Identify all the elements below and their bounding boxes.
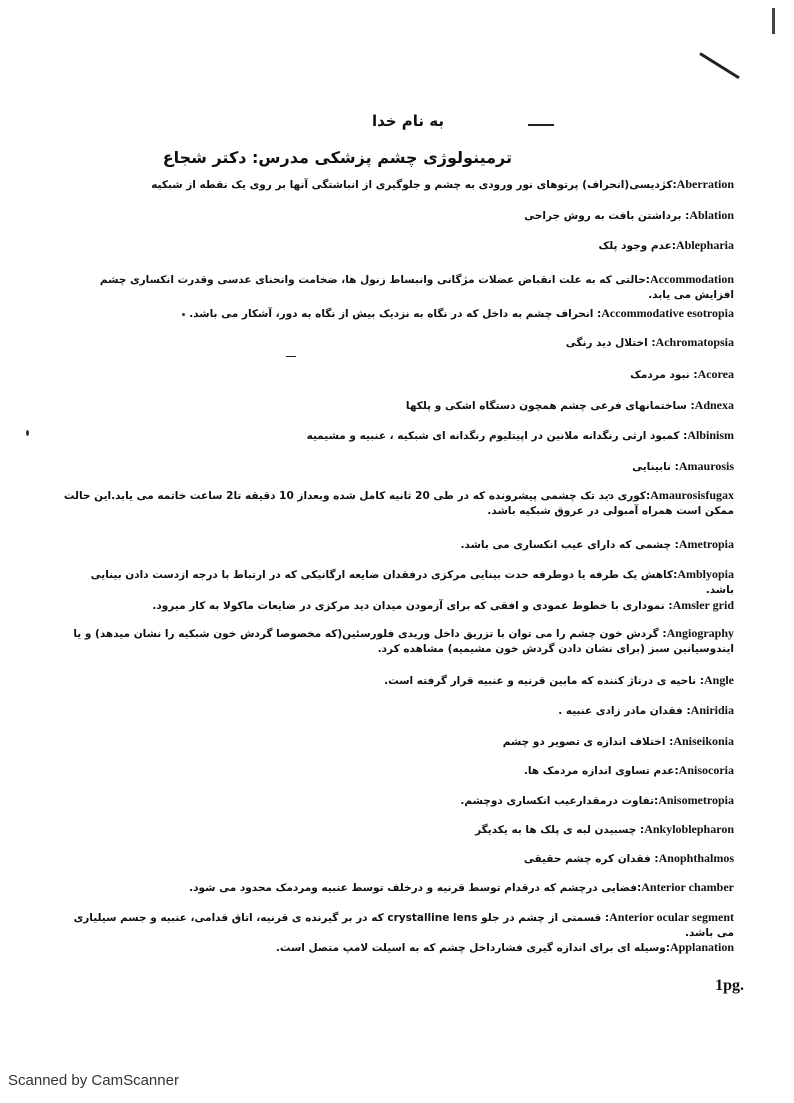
glossary-entry: Applanation:وسیله ای برای اندازه گیری فشارداخل چشم که به اسیلت لامپ متصل است. xyxy=(275,940,734,954)
glossary-entry: Anterior ocular segment: قسمتی از چشم در جلو crystalline lens که در بر گیرنده ی قرنیه، اتاق قدامی، عنبیه و جسم سیلیاری می باشد. xyxy=(73,910,734,939)
entry-definition: کاهش یک طرفه یا دوطرفه حدت بینایی مرکزی درفقدان ضایعه ارگانیکی که در ارتباط با درجه ازدست دادن بینایی باشد. xyxy=(90,569,734,596)
entry-definition: ساختمانهای فرعی چشم همچون دستگاه اشکی و پلکها xyxy=(405,400,687,412)
glossary-entry: Accommodative esotropia: انحراف چشم به داخل که در نگاه به نزدیک بیش از نگاه به دور، آشکار می باشد. xyxy=(189,306,734,320)
entry-term: Ablation xyxy=(689,208,734,222)
entry-term: Ametropia xyxy=(678,537,734,551)
entry-definition: کوری دید تک چشمی پیشرونده که در طی 20 ثانیه کامل شده وبعداز 10 دقیقه تا2 ساعت خاتمه می یابد.این حالت ممکن است همراه آمبولی در عروق شبکیه باشد. xyxy=(63,490,734,517)
glossary-entry: Amblyopia:کاهش یک طرفه یا دوطرفه حدت بینایی مرکزی درفقدان ضایعه ارگانیکی که در ارتباط با درجه ازدست دادن بینایی باشد. xyxy=(90,567,734,596)
entry-definition: چسبیدن لبه ی پلک ها به یکدیگر xyxy=(475,824,637,836)
page-heading: به نام خدا xyxy=(371,112,444,130)
entry-definition: ناحیه ی درناژ کننده که مابین قرنیه و عنبیه قرار گرفته است. xyxy=(384,675,697,687)
scan-speck xyxy=(26,430,29,436)
glossary-entry: Anisocoria:عدم تساوی اندازه مردمک ها. xyxy=(523,763,734,777)
glossary-entry: Angiography: گردش خون چشم را می توان با تزریق داخل وریدی فلورسئین(که مخصوصا گردش خون شبکیه را نشان میدهد) و یا ایندوسیانین سبز (برای نشان دادن گردش خون مشیمیه) مشاهده کرد. xyxy=(73,626,734,655)
entry-term: Anophthalmos xyxy=(658,851,734,865)
entry-definition: فقدان کره چشم حقیقی xyxy=(523,853,651,865)
entry-term: Albinism xyxy=(687,428,734,442)
glossary-entry: Amaurosisfugax:کوری دید تک چشمی پیشرونده که در طی 20 ثانیه کامل شده وبعداز 10 دقیقه تا2 ساعت خاتمه می یابد.این حالت ممکن است همراه آمبولی در عروق شبکیه باشد. xyxy=(63,488,734,517)
glossary-entry: Acorea: نبود مردمک xyxy=(630,367,734,381)
entry-term: Amsler grid xyxy=(672,598,734,612)
glossary-entry: Adnexa: ساختمانهای فرعی چشم همچون دستگاه اشکی و پلکها xyxy=(405,398,734,412)
entry-definition: چشمی که دارای عیب انکساری می باشد. xyxy=(460,539,672,551)
entry-definition: نبود مردمک xyxy=(630,369,690,381)
entry-definition: عدم تساوی اندازه مردمک ها. xyxy=(523,765,675,777)
entry-definition: کمبود ارثی رنگدانه ملانین در اپیتلیوم رنگدانه ای شبکیه ، عنبیه و مشیمیه xyxy=(306,430,680,442)
entry-definition: وسیله ای برای اندازه گیری فشارداخل چشم که به اسیلت لامپ متصل است. xyxy=(275,942,666,954)
document-title: ترمینولوژی چشم پزشکی مدرس: دکتر شجاع xyxy=(162,148,512,167)
entry-term: Acorea xyxy=(697,367,734,381)
entry-term: Amaurosisfugax xyxy=(650,488,734,502)
glossary-entry: Accommodation:حالتی که به علت انقباض عضلات مژگانی وانبساط زنول ها، ضخامت وانحنای عدسی وقدرت انکساری چشم افزایش می یابد. xyxy=(99,272,734,301)
glossary-entry: Aberration:کژدیسی(انحراف) پرتوهای نور ورودی به چشم و جلوگیری از انباشتگی آنها بر روی یک نقطه از شبکیه xyxy=(151,177,734,191)
entry-term: Anterior chamber xyxy=(641,880,734,894)
entry-term: Accommodative esotropia xyxy=(601,306,734,320)
glossary-entry: Anterior chamber:فضایی درچشم که درقدام توسط قرنیه و درخلف توسط عنبیه ومردمک محدود می شود. xyxy=(189,880,734,894)
entry-term: Ankyloblepharon xyxy=(644,822,734,836)
entry-definition: عدم وجود پلک xyxy=(598,240,672,252)
entry-term: Aniseikonia xyxy=(673,734,734,748)
entry-term: Aberration xyxy=(676,177,734,191)
glossary-entry: Amaurosis: نابینایی xyxy=(632,459,734,473)
scan-mark-top-right xyxy=(772,8,775,34)
entry-term: Amaurosis xyxy=(678,459,734,473)
entry-definition: فقدان مادر زادی عنبیه . xyxy=(558,705,683,717)
entry-definition: تفاوت درمقدارعیب انکساری دوچشم. xyxy=(460,795,655,807)
glossary-entry: Albinism: کمبود ارثی رنگدانه ملانین در اپیتلیوم رنگدانه ای شبکیه ، عنبیه و مشیمیه xyxy=(306,428,734,442)
entry-definition: نموداری با خطوط عمودی و افقی که برای آزمودن میدان دید مرکزی در ضایعات ماکولا به کار میرود. xyxy=(152,600,665,612)
entry-term: Ablepharia xyxy=(675,238,734,252)
entry-term: Amblyopia xyxy=(677,567,734,581)
entry-definition: اختلاف اندازه ی تصویر دو چشم xyxy=(502,736,666,748)
scan-mark-diagonal xyxy=(699,52,740,79)
glossary-entry: Anisometropia:تفاوت درمقدارعیب انکساری دوچشم. xyxy=(460,793,734,807)
glossary-entry: Aniseikonia: اختلاف اندازه ی تصویر دو چشم xyxy=(502,734,734,748)
entry-term: Anisometropia xyxy=(658,793,734,807)
glossary-entry: Aniridia: فقدان مادر زادی عنبیه . xyxy=(558,703,734,717)
entry-term: Anterior ocular segment xyxy=(609,910,734,924)
glossary-entry: Achromatopsia: اختلال دید رنگی xyxy=(565,335,734,349)
entry-term: Angle xyxy=(704,673,734,687)
entry-term: Accommodation xyxy=(650,272,734,286)
scanner-watermark: Scanned by CamScanner xyxy=(8,1072,179,1089)
entry-term: Applanation xyxy=(669,940,734,954)
entry-definition: انحراف چشم به داخل که در نگاه به نزدیک بیش از نگاه به دور، آشکار می باشد. xyxy=(189,308,594,320)
entry-definition: برداشتن بافت به روش جراحی xyxy=(524,210,682,222)
entry-definition: کژدیسی(انحراف) پرتوهای نور ورودی به چشم و جلوگیری از انباشتگی آنها بر روی یک نقطه از شبکیه xyxy=(151,179,673,191)
entry-term: Adnexa xyxy=(694,398,734,412)
glossary-entry: Ablation: برداشتن بافت به روش جراحی xyxy=(524,208,734,222)
entry-definition: حالتی که به علت انقباض عضلات مژگانی وانبساط زنول ها، ضخامت وانحنای عدسی وقدرت انکساری چشم افزایش می یابد. xyxy=(99,274,734,301)
glossary-entry: Amsler grid: نموداری با خطوط عمودی و افقی که برای آزمودن میدان دید مرکزی در ضایعات ماکولا به کار میرود. xyxy=(152,598,734,612)
glossary-entry: Anophthalmos: فقدان کره چشم حقیقی xyxy=(523,851,734,865)
scan-mark-dash xyxy=(286,356,296,357)
entry-term: Achromatopsia xyxy=(655,335,734,349)
glossary-entry: Ablepharia:عدم وجود پلک xyxy=(598,238,734,252)
entry-term: Aniridia xyxy=(690,703,734,717)
glossary-entry: Angle: ناحیه ی درناژ کننده که مابین قرنیه و عنبیه قرار گرفته است. xyxy=(384,673,734,687)
glossary-entry: Ametropia: چشمی که دارای عیب انکساری می باشد. xyxy=(460,537,734,551)
page-number: 1pg. xyxy=(715,977,744,994)
entry-definition: نابینایی xyxy=(632,461,672,473)
entry-definition: قسمتی از چشم در جلو crystalline lens که در بر گیرنده ی قرنیه، اتاق قدامی، عنبیه و جسم سیلیاری می باشد. xyxy=(73,912,734,939)
scan-mark-dash xyxy=(528,124,554,126)
entry-term: Anisocoria xyxy=(678,763,734,777)
entry-definition: فضایی درچشم که درقدام توسط قرنیه و درخلف توسط عنبیه ومردمک محدود می شود. xyxy=(189,882,638,894)
entry-definition: گردش خون چشم را می توان با تزریق داخل وریدی فلورسئین(که مخصوصا گردش خون شبکیه را نشان میدهد) و یا ایندوسیانین سبز (برای نشان دادن گردش خون مشیمیه) مشاهده کرد. xyxy=(73,628,734,655)
entry-term: Angiography xyxy=(666,626,734,640)
entry-definition: اختلال دید رنگی xyxy=(565,337,648,349)
glossary-entry: Ankyloblepharon: چسبیدن لبه ی پلک ها به یکدیگر xyxy=(475,822,734,836)
